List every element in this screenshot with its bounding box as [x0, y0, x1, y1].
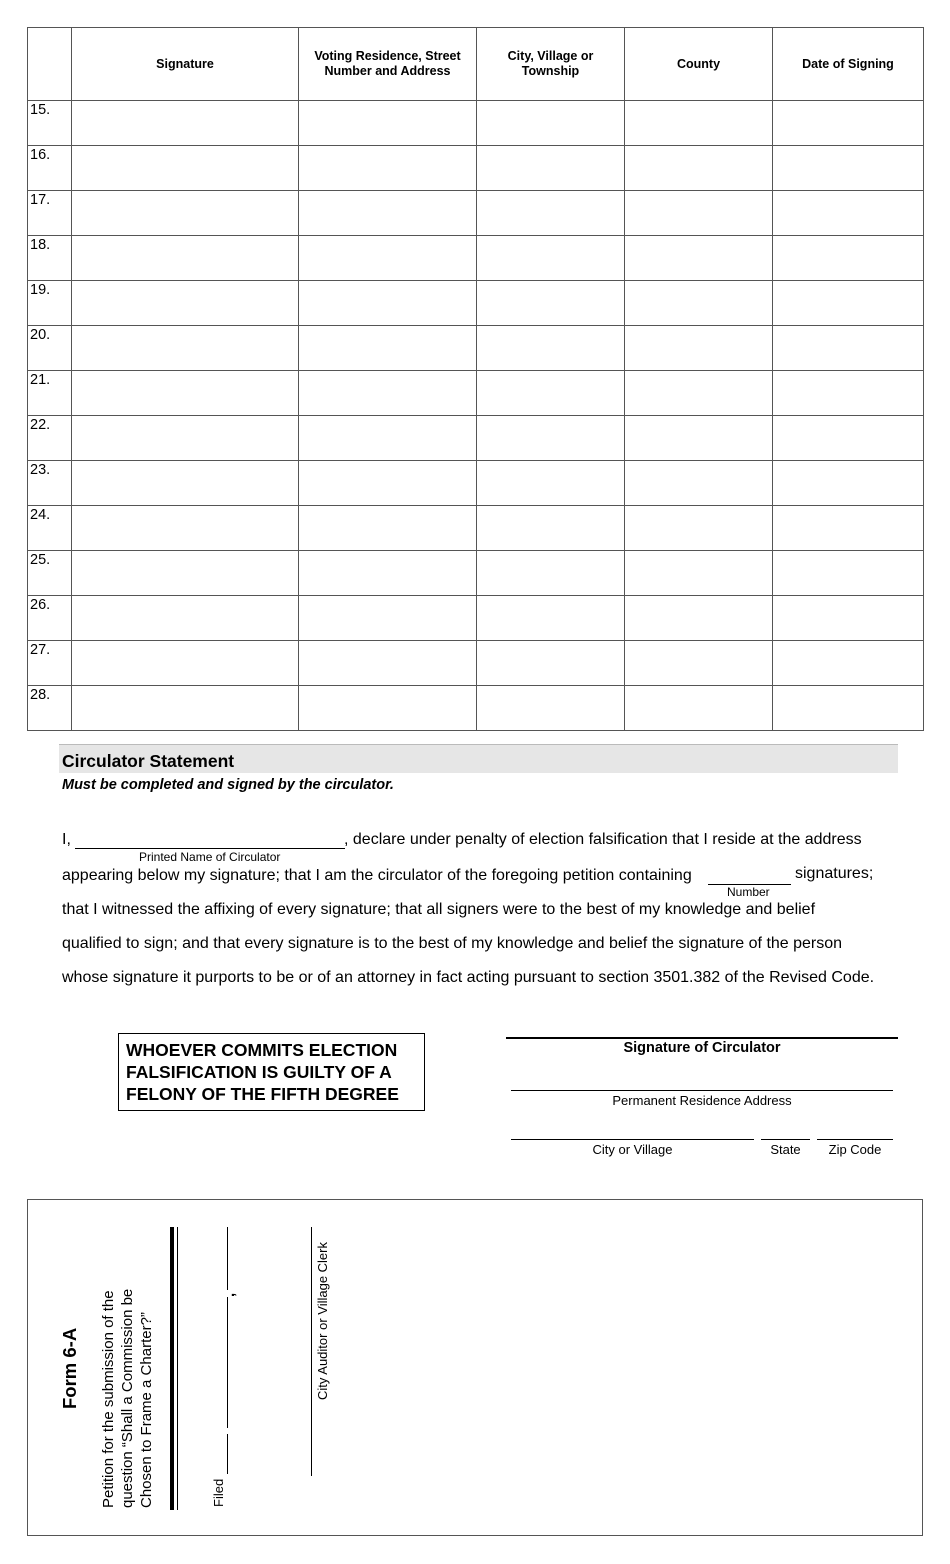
- state-label: State: [770, 1142, 801, 1157]
- petition-description-line2: question “Shall a Commission be: [119, 1288, 136, 1508]
- date-cell[interactable]: [773, 146, 924, 191]
- table-row: [28, 686, 924, 731]
- circulator-signature-line[interactable]: [506, 1037, 898, 1039]
- residence-cell[interactable]: [299, 101, 477, 146]
- signature-cell[interactable]: [72, 371, 299, 416]
- statement-line2-suffix: signatures;: [795, 865, 874, 882]
- signature-cell[interactable]: [72, 641, 299, 686]
- county-cell[interactable]: [625, 146, 773, 191]
- date-cell[interactable]: [773, 551, 924, 596]
- residence-cell[interactable]: [299, 686, 477, 731]
- residence-cell[interactable]: [299, 326, 477, 371]
- row-number: 28.: [28, 686, 72, 731]
- statement-line5: whose signature it purports to be or of an attorney in fact acting pursuant to section 3501.382 of the Revised Code.: [62, 969, 875, 986]
- county-cell[interactable]: [625, 551, 773, 596]
- residence-cell[interactable]: [299, 236, 477, 281]
- printed-name-label: Printed Name of Circulator: [139, 850, 281, 864]
- row-number: 21.: [28, 371, 72, 416]
- statement-line1-suffix: , declare under penalty of election falsification that I reside at the address: [344, 831, 862, 848]
- county-cell[interactable]: [625, 326, 773, 371]
- date-cell[interactable]: [773, 596, 924, 641]
- signature-cell[interactable]: [72, 461, 299, 506]
- city-field[interactable]: [511, 1139, 754, 1140]
- city-cell[interactable]: [477, 371, 625, 416]
- table-row: [28, 146, 924, 191]
- filed-day-line[interactable]: [227, 1227, 228, 1290]
- signature-table: [27, 27, 924, 731]
- printed-name-field[interactable]: [75, 848, 345, 849]
- city-cell[interactable]: [477, 146, 625, 191]
- row-number: 16.: [28, 146, 72, 191]
- county-cell[interactable]: [625, 461, 773, 506]
- county-cell[interactable]: [625, 371, 773, 416]
- row-number: 24.: [28, 506, 72, 551]
- table-row: [28, 236, 924, 281]
- county-cell[interactable]: [625, 416, 773, 461]
- zip-label: Zip Code: [828, 1142, 882, 1157]
- clerk-signature-line[interactable]: [311, 1227, 312, 1476]
- table-row: [28, 371, 924, 416]
- row-number: 17.: [28, 191, 72, 236]
- signature-of-circulator-label: Signature of Circulator: [623, 1040, 781, 1056]
- city-cell[interactable]: [477, 461, 625, 506]
- header-city: City, Village or Township: [477, 28, 625, 101]
- filed-year-line[interactable]: [227, 1434, 228, 1474]
- residence-address-label: Permanent Residence Address: [612, 1093, 792, 1108]
- table-row: [28, 551, 924, 596]
- row-number: 22.: [28, 416, 72, 461]
- city-cell[interactable]: [477, 236, 625, 281]
- county-cell[interactable]: [625, 641, 773, 686]
- signature-cell[interactable]: [72, 236, 299, 281]
- table-row: [28, 641, 924, 686]
- city-cell[interactable]: [477, 326, 625, 371]
- row-number: 27.: [28, 641, 72, 686]
- signature-cell[interactable]: [72, 146, 299, 191]
- county-cell[interactable]: [625, 191, 773, 236]
- county-cell[interactable]: [625, 596, 773, 641]
- row-number: 25.: [28, 551, 72, 596]
- city-cell[interactable]: [477, 416, 625, 461]
- clerk-label: City Auditor or Village Clerk: [315, 1242, 330, 1400]
- signature-cell[interactable]: [72, 326, 299, 371]
- residence-cell[interactable]: [299, 461, 477, 506]
- residence-cell[interactable]: [299, 416, 477, 461]
- city-cell[interactable]: [477, 506, 625, 551]
- table-row: [28, 506, 924, 551]
- county-cell[interactable]: [625, 686, 773, 731]
- header-number: [28, 28, 72, 101]
- circulator-statement-title: Circulator Statement: [62, 751, 235, 771]
- date-cell[interactable]: [773, 641, 924, 686]
- city-cell[interactable]: [477, 191, 625, 236]
- header-signature: Signature: [72, 28, 299, 101]
- county-cell[interactable]: [625, 506, 773, 551]
- date-cell[interactable]: [773, 686, 924, 731]
- signature-cell[interactable]: [72, 506, 299, 551]
- date-cell[interactable]: [773, 371, 924, 416]
- city-cell[interactable]: [477, 281, 625, 326]
- residence-cell[interactable]: [299, 506, 477, 551]
- signature-cell[interactable]: [72, 281, 299, 326]
- residence-cell[interactable]: [299, 191, 477, 236]
- date-cell[interactable]: [773, 416, 924, 461]
- date-cell[interactable]: [773, 191, 924, 236]
- row-number: 18.: [28, 236, 72, 281]
- thick-vertical-rule: [170, 1227, 174, 1510]
- header-date: Date of Signing: [773, 28, 924, 101]
- signature-cell[interactable]: [72, 191, 299, 236]
- county-cell[interactable]: [625, 236, 773, 281]
- falsification-warning: WHOEVER COMMITS ELECTION FALSIFICATION IS GUILTY OF A FELONY OF THE FIFTH DEGREE: [118, 1033, 425, 1111]
- form-title: Form 6-A: [59, 1327, 80, 1409]
- residence-cell[interactable]: [299, 641, 477, 686]
- county-cell[interactable]: [625, 281, 773, 326]
- date-cell[interactable]: [773, 281, 924, 326]
- state-field[interactable]: [761, 1139, 810, 1140]
- date-cell[interactable]: [773, 461, 924, 506]
- signature-cell[interactable]: [72, 551, 299, 596]
- zip-field[interactable]: [817, 1139, 893, 1140]
- table-header-row: [28, 28, 924, 101]
- date-cell[interactable]: [773, 506, 924, 551]
- row-number: 23.: [28, 461, 72, 506]
- circulator-statement-subtitle: Must be completed and signed by the circulator.: [62, 777, 394, 793]
- petition-description-line3: Chosen to Frame a Charter?”: [138, 1312, 155, 1508]
- statement-line3: that I witnessed the affixing of every signature; that all signers were to the best of my knowledge and belief: [62, 901, 816, 918]
- statement-line2-prefix: appearing below my signature; that I am the circulator of the foregoing petition containing: [62, 867, 692, 884]
- row-number: 20.: [28, 326, 72, 371]
- date-cell[interactable]: [773, 236, 924, 281]
- table-row: [28, 326, 924, 371]
- number-label: Number: [727, 885, 770, 899]
- table-row: [28, 416, 924, 461]
- residence-cell[interactable]: [299, 146, 477, 191]
- table-row: [28, 461, 924, 506]
- residence-cell[interactable]: [299, 281, 477, 326]
- city-cell[interactable]: [477, 551, 625, 596]
- petition-description-line1: Petition for the submission of the: [100, 1290, 117, 1508]
- city-cell[interactable]: [477, 101, 625, 146]
- date-cell[interactable]: [773, 326, 924, 371]
- signature-cell[interactable]: [72, 596, 299, 641]
- city-label: City or Village: [592, 1142, 673, 1157]
- petition-description: [99, 1289, 156, 1508]
- city-cell[interactable]: [477, 686, 625, 731]
- filed-comma: ,: [221, 1292, 238, 1297]
- statement-line1-prefix: I,: [62, 831, 71, 848]
- signature-cell[interactable]: [72, 686, 299, 731]
- residence-cell[interactable]: [299, 371, 477, 416]
- residence-cell[interactable]: [299, 551, 477, 596]
- table-row: [28, 281, 924, 326]
- filed-label: Filed: [211, 1478, 226, 1507]
- signature-cell[interactable]: [72, 416, 299, 461]
- form-back-panel: [27, 1199, 923, 1536]
- circulator-statement-header: [59, 744, 898, 773]
- filed-date-line[interactable]: [227, 1297, 228, 1428]
- date-cell[interactable]: [773, 101, 924, 146]
- county-cell[interactable]: [625, 101, 773, 146]
- residence-address-field[interactable]: [511, 1090, 893, 1091]
- city-cell[interactable]: [477, 596, 625, 641]
- thin-vertical-rule: [177, 1227, 178, 1510]
- residence-cell[interactable]: [299, 596, 477, 641]
- row-number: 15.: [28, 101, 72, 146]
- signature-cell[interactable]: [72, 101, 299, 146]
- city-cell[interactable]: [477, 641, 625, 686]
- table-row: [28, 101, 924, 146]
- table-row: [28, 596, 924, 641]
- row-number: 19.: [28, 281, 72, 326]
- header-voting-residence: Voting Residence, Street Number and Address: [299, 28, 477, 101]
- header-county: County: [625, 28, 773, 101]
- row-number: 26.: [28, 596, 72, 641]
- statement-line4: qualified to sign; and that every signature is to the best of my knowledge and belief the signature of the person: [62, 935, 843, 952]
- table-row: [28, 191, 924, 236]
